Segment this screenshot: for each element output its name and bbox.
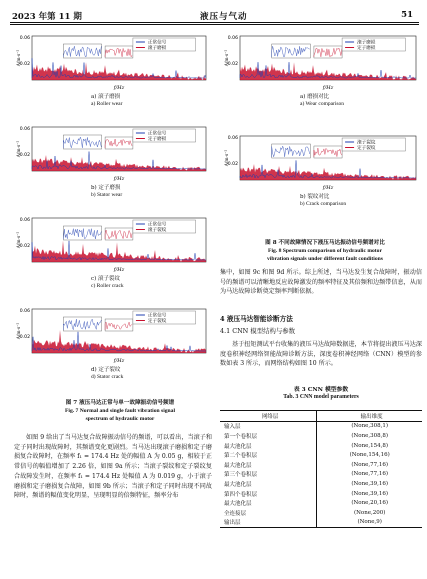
subfigure-label-en: b) Stator wear — [91, 192, 123, 198]
legend-label: 滚子裂纹 — [357, 140, 376, 146]
subfigure-label-cn: a) 滚子磨损 — [91, 94, 121, 100]
table-cell-output: (None,200) — [353, 509, 386, 516]
figure7-panel — [14, 214, 212, 296]
figure8-panel — [222, 32, 422, 114]
table-header-row — [220, 411, 422, 422]
figure-7-caption-cn: 图 7 液压马达正常与单一故障振动信号频谱 — [65, 400, 175, 406]
table-cell-layer: 最大池化层 — [220, 441, 317, 451]
page-number: 51 — [401, 10, 413, 20]
figure-8-caption-en-2: vibration signals under different fault conditions — [267, 256, 383, 262]
table-row — [220, 470, 422, 480]
table-cell-output: (None,308,1) — [351, 423, 389, 430]
table-cell-layer: 输出层 — [220, 518, 317, 528]
spectrum-signal-fill — [32, 62, 206, 80]
table-header-layer: 网络层 — [220, 411, 317, 422]
section-4-1-heading: 4.1 CNN 模型结构与参数 — [220, 327, 296, 335]
table-row — [220, 508, 422, 518]
figure-7-caption-en-2: spectrum of hydraulic motor — [85, 416, 155, 422]
subfigure-label-en: a) Roller wear — [91, 101, 123, 107]
journal-title: 液压与气动 — [200, 12, 248, 22]
x-axis-label: f/Hz — [113, 176, 125, 182]
y-axis-label: A/m·s⁻² — [17, 322, 22, 340]
y-tick-label: 0.02 — [19, 62, 30, 68]
right-paragraph: 集中，如图 9c 和图 9d 所示。综上所述，当马达发生复合故障时，振动信号的频谱可以清晰地反应故障激发的频率特征及其倍频和边频带信息，从而为马达故障诊断奠定频率判断依据。 — [220, 269, 422, 296]
table-cell-layer: 全连接层 — [220, 508, 317, 518]
legend-label: 滚子裂纹 — [147, 228, 167, 234]
y-tick-label: 0.06 — [19, 127, 30, 132]
table-row — [220, 479, 422, 489]
figure7-panel — [14, 305, 212, 387]
figure-7-caption-en-1: Fig. 7 Normal and single fault vibration signal — [64, 408, 176, 414]
table-cell-output: (None,154,8) — [351, 442, 389, 449]
y-tick-label: 0.06 — [227, 136, 238, 141]
x-axis-label: f/Hz — [113, 267, 125, 273]
figure-8-caption-cn: 图 8 不同故障情况下液压马达振动信号频谱对比 — [265, 240, 385, 246]
table-cell-layer: 最大池化层 — [220, 460, 317, 470]
table-cell-layer: 第一个卷积层 — [220, 431, 317, 441]
spectrum-plot — [14, 305, 212, 365]
legend-label: 定子裂纹 — [357, 146, 376, 152]
spectrum-plot — [14, 32, 212, 92]
spectrum-signal-fill — [32, 241, 206, 262]
y-tick-label: 0.06 — [19, 218, 30, 223]
table-cell-layer: 最大池化层 — [220, 498, 317, 508]
subfigure-label-cn: a) 磨损对比 — [300, 94, 330, 100]
subfigure-label-en: c) Roller crack — [91, 283, 124, 289]
table-cell-output: (None,39,16) — [351, 480, 389, 487]
spectrum-plot — [14, 123, 212, 183]
legend-label: 定子磨损 — [147, 137, 167, 143]
journal-issue: 2023 年第 11 期 — [12, 12, 82, 22]
table-3 — [220, 410, 422, 528]
table-cell-layer: 第三个卷积层 — [220, 470, 317, 480]
x-axis-label: f/Hz — [322, 85, 334, 91]
y-tick-label: 0.02 — [227, 62, 238, 68]
subfigure-label-cn: b) 裂纹对比 — [300, 194, 330, 200]
y-axis-label: A/m·s⁻² — [17, 140, 22, 158]
table-row — [220, 489, 422, 499]
y-tick-label: 0.02 — [19, 335, 30, 341]
table-cell-layer: 最大池化层 — [220, 479, 317, 489]
y-tick-label: 0.06 — [19, 36, 30, 41]
legend-label: 定子裂纹 — [147, 319, 167, 325]
y-tick-label: 0.06 — [227, 36, 238, 41]
table-cell-layer: 输入层 — [220, 421, 317, 431]
section-4-heading: 4 液压马达智能诊断方法 — [220, 315, 293, 323]
figure-8-caption-en-1: Fig. 8 Spectrum comparison of hydraulic motor — [268, 248, 382, 254]
legend-label: 正常信号 — [147, 313, 167, 319]
legend-label: 正常信号 — [147, 222, 167, 228]
zoom-inset — [105, 319, 133, 331]
table-row — [220, 450, 422, 460]
y-axis-label: A/m·s⁻² — [225, 49, 230, 67]
table-cell-output: (None,77,16) — [351, 471, 389, 478]
spectrum-plot — [222, 132, 422, 192]
y-tick-label: 0.02 — [19, 244, 30, 250]
table-row — [220, 518, 422, 528]
y-axis-label: A/m·s⁻² — [17, 49, 22, 67]
legend-label: 滚子磨损 — [357, 40, 376, 46]
right-body-text — [220, 268, 422, 297]
subfigure-label-cn: b) 定子磨损 — [91, 185, 121, 191]
header-rule-thin — [10, 24, 419, 25]
spectrum-signal-fill — [32, 330, 206, 353]
figure-8-caption — [225, 239, 425, 263]
y-tick-label: 0.06 — [19, 309, 30, 314]
table-cell-output: (None,20,16) — [351, 500, 389, 507]
section-4-1-paragraph: 基于扭矩测试平台收集的液压马达故障数据进，本节将提出液压马达深度卷积神经网络智能故障诊断方法，深度卷积神经网络（CNN）模型的参数如表 3 所示，而网络结构如图 10 所示。 — [220, 341, 422, 368]
legend-label: 正常信号 — [147, 40, 167, 46]
legend-label: 定子磨损 — [357, 46, 376, 52]
subfigure-label-en: b) Crack comparison — [300, 201, 347, 207]
x-axis-label: f/Hz — [322, 185, 334, 191]
legend-label: 滚子磨损 — [147, 46, 167, 52]
figure7-panel — [14, 32, 212, 114]
table-row — [220, 460, 422, 470]
figure7-panel — [14, 123, 212, 205]
x-axis-label: f/Hz — [113, 358, 125, 364]
spectrum-plot — [14, 214, 212, 274]
table-cell-output: (None,9) — [317, 518, 422, 528]
y-axis-label: A/m·s⁻² — [17, 231, 22, 249]
subfigure-label-en: a) Wear comparison — [300, 101, 345, 107]
subfigure-label-en: d) Stator crack — [91, 374, 124, 380]
table-cell-output: (None,154,16) — [349, 452, 390, 459]
table-row — [220, 441, 422, 451]
table-cell-output: (None,77,16) — [351, 461, 389, 468]
y-tick-label: 0.02 — [19, 153, 30, 159]
left-body-text — [14, 433, 212, 501]
left-paragraph: 如图 9 给出了当马达复合故障振动信号的频谱，可以看出，当滚子和定子同时出现故障时，其频谱变化更剧烈。当马达出现滚子磨损和定子磨损复合故障时，在频率 f₁ = 174.4 Hz 处的幅值 A 为 0.05 g，相较于正常信号的幅值增加了 2.26 倍，如图 9a 所示；当滚子裂纹和定子裂纹复合故障发生时，在频率 f₁ = 174.4 Hz 处幅值 A 为 0.019 g，小于滚子磨损和定子磨损复合故障，如图 9b 所示；当滚子和定子同时出现不同故障时，频谱的幅值变化明显，呈现明显的倍频特征，频率分布 — [14, 434, 212, 500]
table-3-caption-cn: 表 3 CNN 模型参数 — [293, 387, 349, 393]
y-axis-label: A/m·s⁻² — [225, 149, 230, 167]
figure-7-caption — [30, 399, 210, 423]
table-row — [220, 421, 422, 431]
legend-label: 正常信号 — [147, 131, 167, 137]
table-cell-layer: 第四个卷积层 — [220, 489, 317, 499]
section-4-1-text — [220, 340, 422, 369]
subfigure-label-cn: d) 定子裂纹 — [91, 367, 121, 373]
header-rule — [10, 22, 419, 23]
figure8-panel — [222, 132, 422, 214]
y-tick-label: 0.02 — [227, 162, 238, 168]
table-cell-layer: 第二个卷积层 — [220, 450, 317, 460]
spectrum-plot — [222, 32, 422, 92]
x-axis-label: f/Hz — [113, 85, 125, 91]
subfigure-label-cn: c) 滚子裂纹 — [91, 276, 120, 282]
table-cell-output: (None,39,16) — [351, 490, 389, 497]
table-row — [220, 431, 422, 441]
table-cell-output: (None,308,8) — [351, 432, 389, 439]
table-header-output: 输出维度 — [317, 411, 422, 422]
table-3-caption-en: Tab. 3 CNN model parameters — [283, 394, 359, 400]
table-row — [220, 498, 422, 508]
